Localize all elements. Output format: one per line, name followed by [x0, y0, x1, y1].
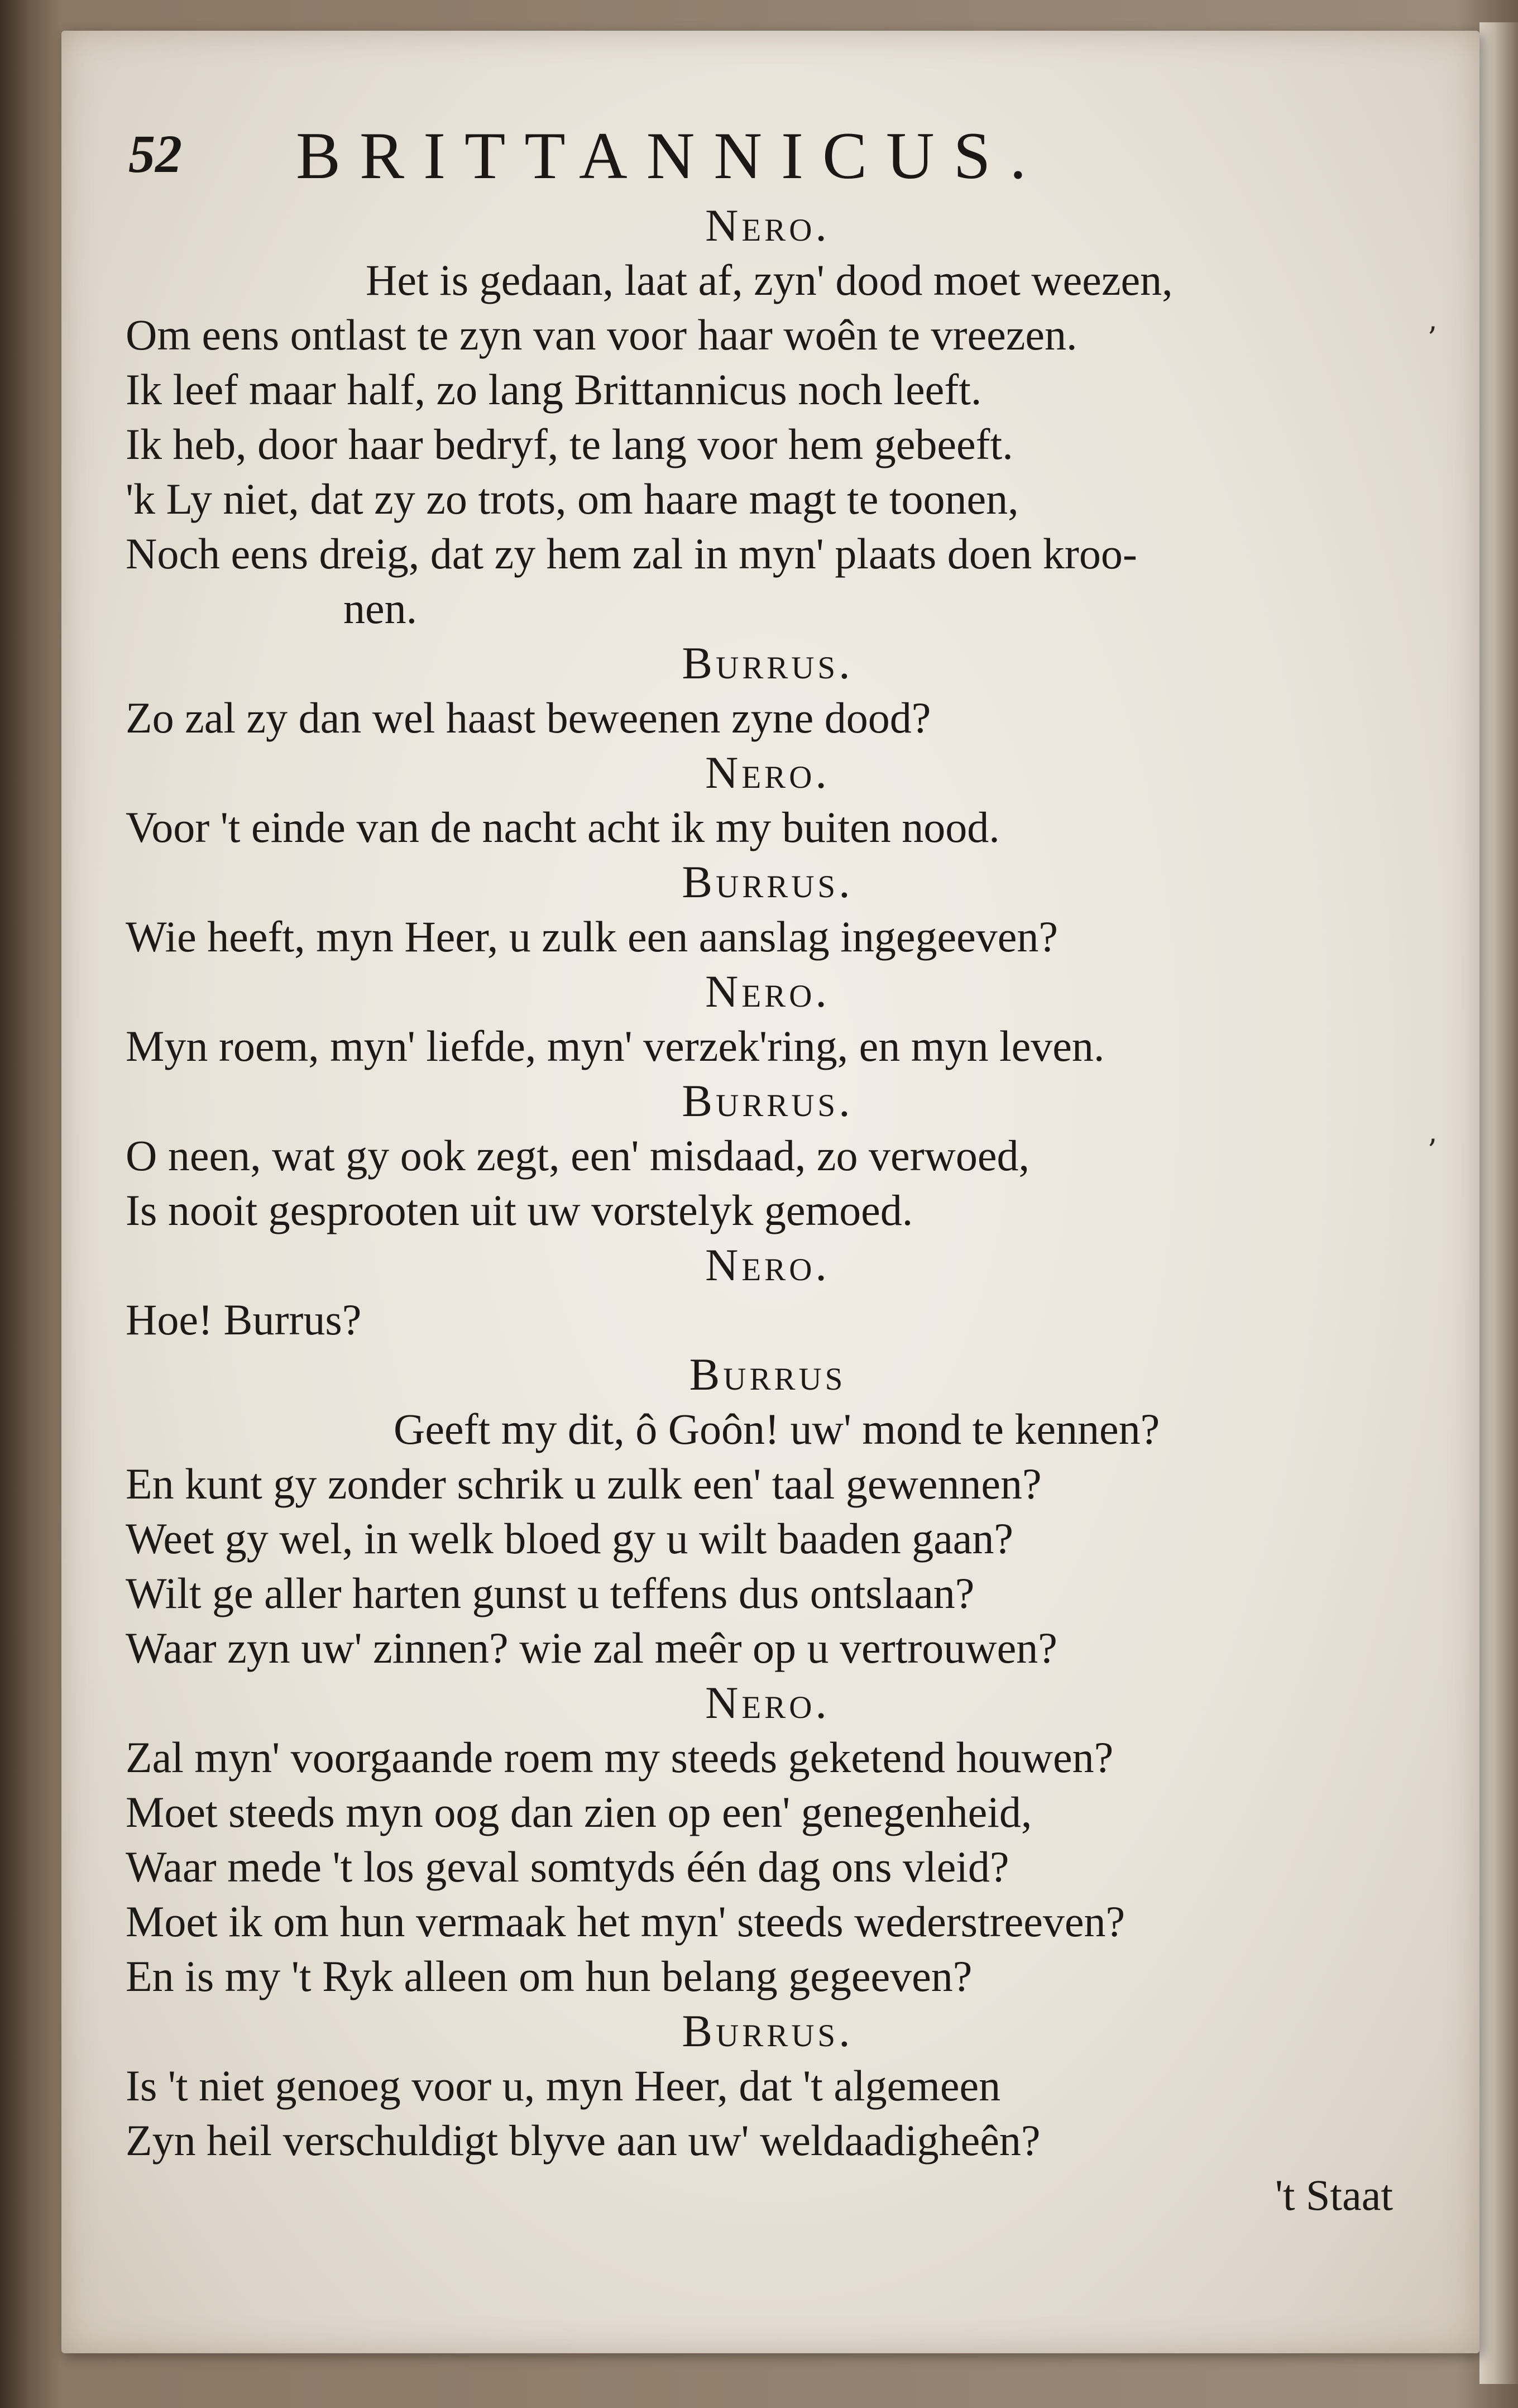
verse-line: Ik heb, door haar bedryf, te lang voor hem gebeeft.	[126, 420, 1013, 468]
catchword: 't Staat	[1275, 2171, 1393, 2219]
verse-line: Voor 't einde van de nacht acht ik my buiten nood.	[126, 803, 1000, 851]
verse-line: Moet ik om hun vermaak het myn' steeds wederstreeven?	[126, 1897, 1126, 1946]
page-number: 52	[128, 124, 182, 184]
verse-line: 'k Ly niet, dat zy zo trots, om haare magt te toonen,	[126, 475, 1019, 523]
verse-line: Moet steeds myn oog dan zien op een' genegenheid,	[126, 1788, 1032, 1836]
verse-line: Hoe! Burrus?	[126, 1295, 362, 1344]
verse-line: Zal myn' voorgaande roem my steeds geketend houwen?	[126, 1733, 1114, 1782]
margin-mark: ʼ	[1426, 1133, 1436, 1169]
speaker-heading: Burrus.	[682, 1075, 854, 1126]
verse-line: Zyn heil verschuldigt blyve aan uw' weldaadigheên?	[126, 2116, 1041, 2165]
verse-line: O neen, wat gy ook zegt, een' misdaad, zo verwoed,	[126, 1131, 1029, 1180]
verse-line: Waar zyn uw' zinnen? wie zal meêr op u vertrouwen?	[126, 1624, 1057, 1672]
speaker-heading: Burrus	[689, 1349, 846, 1400]
verse-line: Is nooit gesprooten uit uw vorstelyk gemoed.	[126, 1186, 913, 1234]
verse-line: nen.	[343, 584, 418, 633]
speaker-heading: Nero.	[705, 966, 830, 1017]
verse-line: En is my 't Ryk alleen om hun belang gegeeven?	[126, 1952, 973, 2000]
page-header	[128, 112, 1390, 195]
play-text	[126, 198, 1410, 2223]
speaker-heading: Nero.	[705, 1677, 830, 1728]
verse-line: Zo zal zy dan wel haast beweenen zyne dood?	[126, 693, 931, 742]
verse-line: Noch eens dreig, dat zy hem zal in myn' plaats doen kroo-	[126, 529, 1137, 578]
verse-line: Geeft my dit, ô Goôn! uw' mond te kennen?	[394, 1405, 1160, 1453]
verse-line: Waar mede 't los geval somtyds één dag ons vleid?	[126, 1842, 1009, 1891]
adjacent-page-edge	[1479, 22, 1518, 2384]
verse-line: Is 't niet genoeg voor u, myn Heer, dat 't algemeen	[126, 2061, 1001, 2110]
verse-line: En kunt gy zonder schrik u zulk een' taal gewennen?	[126, 1459, 1042, 1508]
speaker-heading: Burrus.	[682, 2005, 854, 2056]
verse-line: Ik leef maar half, zo lang Brittannicus noch leeft.	[126, 365, 982, 414]
verse-line: Myn roem, myn' liefde, myn' verzek'ring, en myn leven.	[126, 1022, 1105, 1070]
margin-mark: ʼ	[1426, 321, 1436, 356]
verse-line: Wie heeft, myn Heer, u zulk een aanslag ingegeeven?	[126, 912, 1058, 961]
verse-line: Het is gedaan, laat af, zyn' dood moet weezen,	[366, 256, 1173, 304]
speaker-heading: Burrus.	[682, 856, 854, 907]
verse-line: Om eens ontlast te zyn van voor haar woên te vreezen.	[126, 310, 1078, 359]
speaker-heading: Nero.	[705, 1239, 830, 1290]
speaker-heading: Nero.	[705, 747, 830, 798]
verse-line: Wilt ge aller harten gunst u teffens dus ontslaan?	[126, 1569, 975, 1617]
speaker-heading: Nero.	[705, 200, 830, 251]
running-title: BRITTANNICUS.	[296, 118, 1046, 193]
speaker-heading: Burrus.	[682, 638, 854, 688]
verse-line: Weet gy wel, in welk bloed gy u wilt baaden gaan?	[126, 1514, 1014, 1563]
